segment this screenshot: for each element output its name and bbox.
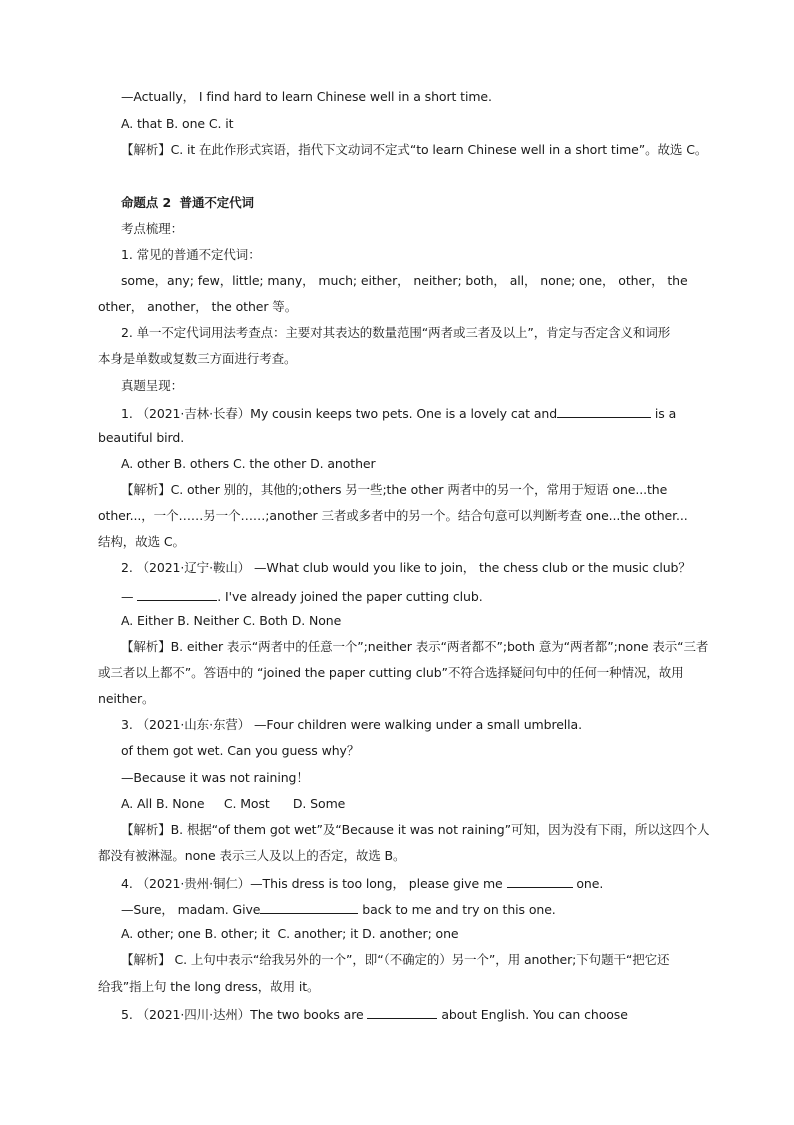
explanation-line: 给我”指上句 the long dress，故用 it。 <box>98 979 320 994</box>
question-text: . I've already joined the paper cutting club. <box>217 589 483 604</box>
answer-options: A. other; one B. other; it C. another; it D. another; one <box>121 926 459 941</box>
answer-blank <box>557 404 651 418</box>
answer-options: A. other B. others C. the other D. another <box>121 456 376 471</box>
text-line: 真题呈现： <box>121 378 184 393</box>
question-line <box>121 900 556 918</box>
explanation-line: 或三者以上都不”。答语中的 “joined the paper cutting club”不符合选择疑问句中的任何一种情况，故用 <box>98 665 684 680</box>
explanation-line: 【解析】B. 根据“of them got wet”及“Because it was not raining”可知，因为没有下雨，所以这四个人 <box>121 822 710 837</box>
question-line <box>121 1005 628 1023</box>
explanation-line: other...，一个……另一个……;another 三者或多者中的另一个。结合句意可以判断考查 one...the other... <box>98 508 688 523</box>
explanation-line: 【解析】C. other 别的，其他的;others 另一些;the other 两者中的另一个，常用于短语 one...the <box>121 482 668 497</box>
question-text: one. <box>572 876 604 891</box>
question-text: is a <box>651 406 677 421</box>
question-line <box>121 587 483 605</box>
text-line: some，any; few，little; many， much; either， neither; both， all， none; one， other， the <box>121 273 688 288</box>
answer-options: A. Either B. Neither C. Both D. None <box>121 613 342 628</box>
question-line <box>121 404 676 422</box>
question-text: 1. （2021·吉林·长春）My cousin keeps two pets. One is a lovely cat and <box>121 406 558 421</box>
answer-blank <box>137 587 217 601</box>
explanation-line: 【解析】B. either 表示“两者中的任意一个”;neither 表示“两者都不”;both 意为“两者都”;none 表示“三者 <box>121 639 709 654</box>
text-line: 2. 单一不定代词用法考查点：主要对其表达的数量范围“两者或三者及以上”，肯定与否定含义和词形 <box>121 325 671 340</box>
question-text: — <box>121 589 138 604</box>
text-line: 1. 常见的普通不定代词： <box>121 247 261 262</box>
question-text: back to me and try on this one. <box>358 902 556 917</box>
question-text: 4. （2021·贵州·铜仁）—This dress is too long， please give me <box>121 876 507 891</box>
question-text: about English. You can choose <box>437 1007 628 1022</box>
question-text: —Sure， madam. Give <box>121 902 261 917</box>
question-line: 2. （2021·辽宁·鞍山） —What club would you like to join， the chess club or the music club？ <box>121 560 691 575</box>
question-line: 3. （2021·山东·东营） —Four children were walking under a small umbrella. <box>121 717 582 732</box>
explanation-line: neither。 <box>98 691 155 706</box>
answer-blank <box>507 874 573 888</box>
text-line: 【解析】C. it 在此作形式宾语，指代下文动词不定式“to learn Chinese well in a short time”。故选 C。 <box>121 142 708 157</box>
text-line: 本身是单数或复数三方面进行考查。 <box>98 351 297 366</box>
text-line: beautiful bird. <box>98 430 185 445</box>
explanation-line: 【解析】 C. 上句中表示“给我另外的一个”，即“（不确定的）另一个”，用 another;下句题干“把它还 <box>121 952 670 967</box>
question-text: 5. （2021·四川·达州）The two books are <box>121 1007 368 1022</box>
explanation-line: 都没有被淋湿。none 表示三人及以上的否定，故选 B。 <box>98 848 406 863</box>
question-line: of them got wet. Can you guess why？ <box>121 743 360 758</box>
question-line: —Because it was not raining！ <box>121 770 309 785</box>
question-line <box>121 874 603 892</box>
text-line: —Actually， I find hard to learn Chinese well in a short time. <box>121 89 492 104</box>
answer-blank <box>260 900 358 914</box>
text-line: A. that B. one C. it <box>121 116 234 131</box>
text-line: other， another， the other 等。 <box>98 299 298 314</box>
answer-options: A. All B. None C. Most D. Some <box>121 796 346 811</box>
answer-blank <box>367 1005 437 1019</box>
explanation-line: 结构，故选 C。 <box>98 534 185 549</box>
text-line: 考点梳理： <box>121 221 184 236</box>
section-title: 命题点 2 普通不定代词 <box>121 195 254 210</box>
